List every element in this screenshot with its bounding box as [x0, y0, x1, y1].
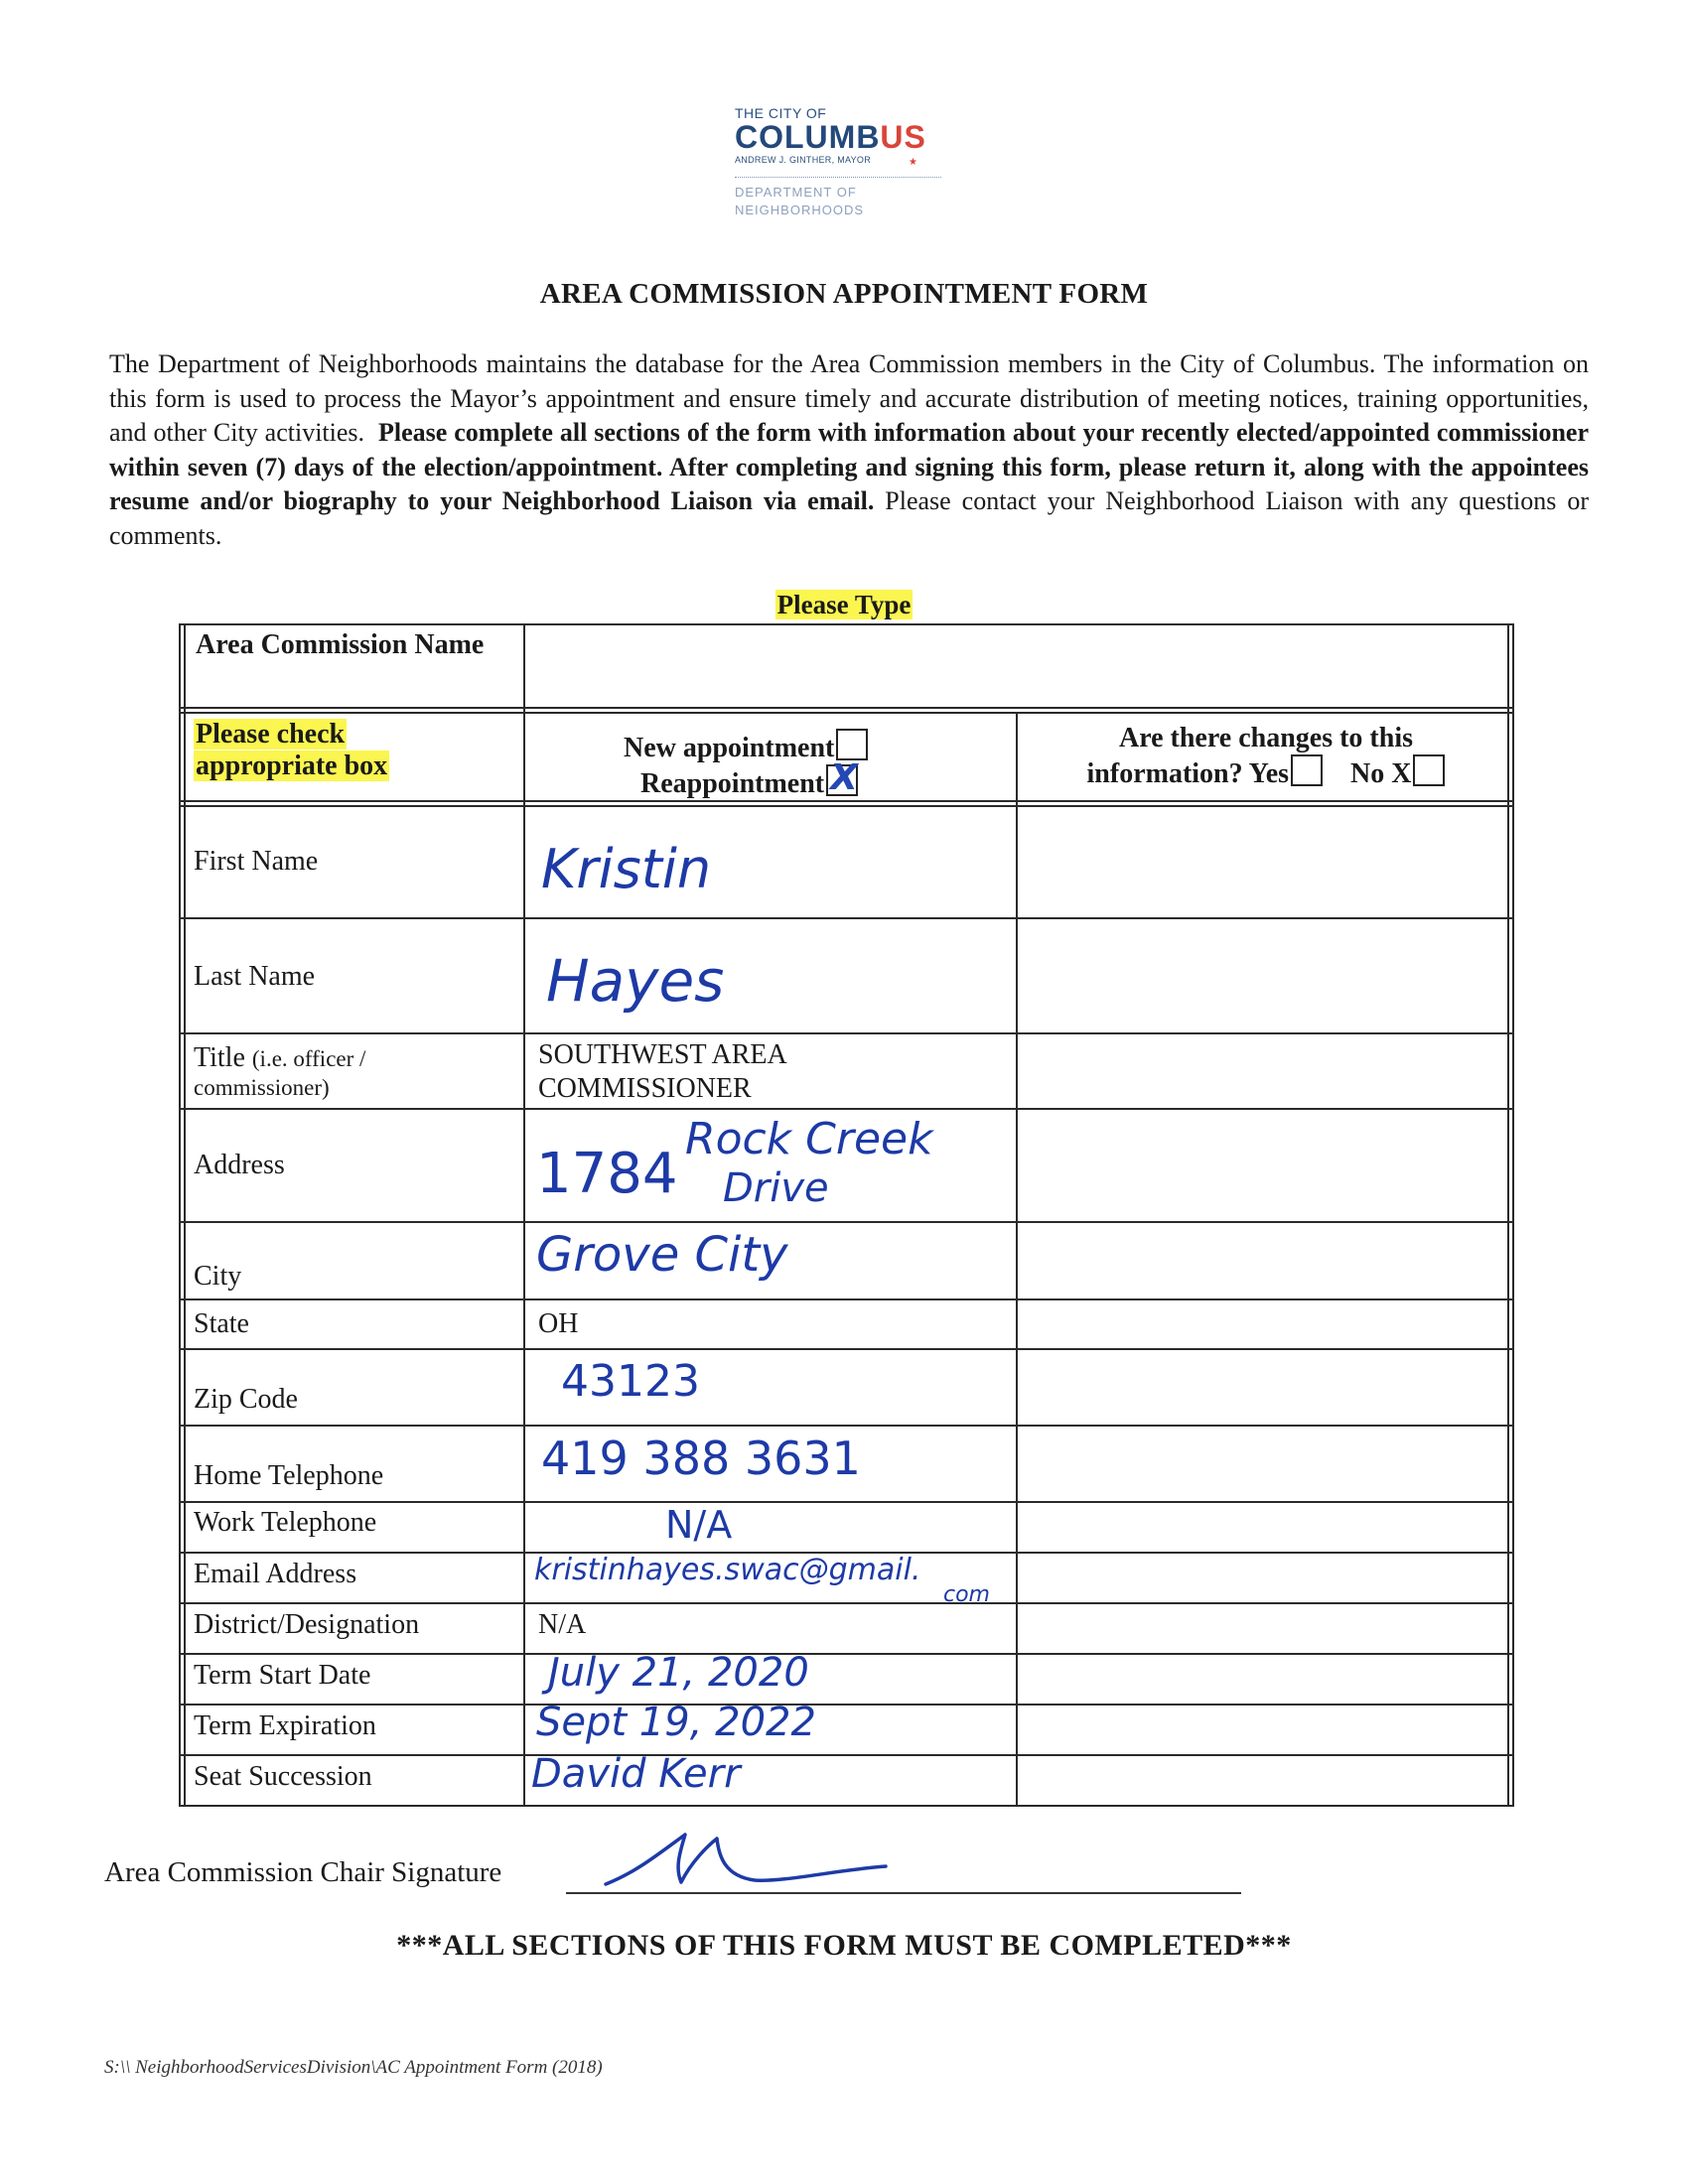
table-col-rule: [1016, 712, 1018, 1807]
table-rule: [179, 1221, 1514, 1223]
term-start-value[interactable]: July 21, 2020: [548, 1650, 809, 1696]
email-value-2: com: [943, 1582, 990, 1607]
district-label: District/Designation: [194, 1609, 420, 1640]
changes-question-line1: Are there changes to this: [1118, 723, 1414, 753]
work-telephone-label: Work Telephone: [194, 1507, 377, 1538]
table-rule: [179, 1298, 1514, 1300]
appointment-table: [179, 623, 1514, 1820]
home-telephone-value[interactable]: 419 388 3631: [541, 1432, 861, 1485]
reappointment-label: Reappointment: [640, 768, 825, 799]
intro-tail: Please contact your Neighborhood Liaison with any questions or comments.: [109, 486, 1590, 550]
term-expiration-label: Term Expiration: [194, 1710, 376, 1741]
file-path: S:\\ NeighborhoodServicesDivision\AC Appointment Form (2018): [104, 2057, 603, 2078]
changes-question-line2: information? Yes: [1086, 758, 1290, 789]
table-border: [179, 623, 181, 1807]
table-rule: [179, 1805, 1514, 1807]
reappointment-option: [640, 757, 858, 800]
signature-mark: [596, 1827, 894, 1896]
table-rule: [179, 805, 1514, 807]
completion-notice: ***ALL SECTIONS OF THIS FORM MUST BE COMPLETED***: [396, 1929, 1292, 1962]
table-rule: [179, 707, 1514, 709]
table-rule: [179, 1032, 1514, 1034]
address-number[interactable]: 1784: [536, 1142, 678, 1206]
title-label-text: Title: [194, 1042, 245, 1073]
last-name-value[interactable]: Hayes: [546, 947, 725, 1015]
title-hint-2: commissioner): [194, 1075, 330, 1100]
check-label-line1: Please check: [196, 719, 346, 750]
email-value[interactable]: kristinhayes.swac@gmail.: [534, 1553, 921, 1587]
table-rule: [179, 1653, 1514, 1655]
zip-value[interactable]: 43123: [561, 1356, 700, 1407]
new-appointment-label: New appointment: [624, 733, 835, 763]
term-expiration-value[interactable]: Sept 19, 2022: [536, 1700, 816, 1745]
new-appointment-checkbox[interactable]: [836, 729, 868, 760]
reappointment-checkbox[interactable]: [826, 757, 858, 798]
table-border: [184, 623, 186, 1807]
table-rule: [179, 800, 1514, 802]
title-value[interactable]: [538, 1038, 787, 1106]
address-street-2[interactable]: Drive: [723, 1165, 829, 1211]
table-border: [1507, 623, 1509, 1807]
table-rule: [179, 1754, 1514, 1756]
table-rule: [179, 1108, 1514, 1110]
logo-us-text: US: [880, 119, 926, 155]
title-label: [194, 1044, 365, 1102]
table-rule: [179, 1425, 1514, 1427]
first-name-value[interactable]: Kristin: [541, 838, 712, 900]
table-border: [1512, 623, 1514, 1807]
state-label: State: [194, 1308, 249, 1339]
form-title: AREA COMMISSION APPOINTMENT FORM: [539, 278, 1149, 310]
address-label: Address: [194, 1150, 285, 1180]
district-value[interactable]: N/A: [538, 1609, 587, 1640]
logo-mayor: ANDREW J. GINTHER, MAYOR: [735, 155, 872, 165]
intro-bold: Please complete all sections of the form with information about your recently elected/appointed commissioner within seven (7) days of the election/appointment. After completing and signing this form, please return it, along with the appointees resume and/or biography to your Neighborhood Liaison via email.: [109, 418, 1590, 515]
title-hint-1: (i.e. officer /: [251, 1046, 366, 1071]
table-rule: [179, 1348, 1514, 1350]
title-value-1: SOUTHWEST AREA: [538, 1039, 787, 1070]
last-name-label: Last Name: [194, 961, 316, 992]
area-commission-name-field[interactable]: [538, 643, 1491, 687]
check-label: [194, 719, 389, 782]
logo-neighborhoods: NEIGHBORHOODS: [735, 203, 865, 217]
email-label: Email Address: [194, 1559, 357, 1589]
state-value[interactable]: OH: [538, 1308, 579, 1339]
logo-department: DEPARTMENT OF: [735, 185, 857, 200]
seat-succession-value[interactable]: David Kerr: [531, 1751, 741, 1797]
logo-city-of: THE CITY OF: [735, 105, 827, 121]
table-col-rule: [523, 623, 525, 1807]
please-type-label: [0, 590, 1688, 620]
address-street-1[interactable]: Rock Creek: [685, 1114, 933, 1164]
first-name-label: First Name: [194, 846, 319, 877]
table-rule: [179, 712, 1514, 714]
term-start-label: Term Start Date: [194, 1660, 371, 1691]
seat-succession-label: Seat Succession: [194, 1761, 372, 1792]
table-border: [179, 623, 1514, 625]
logo-columb-text: COLUMB: [735, 119, 881, 155]
star-icon: ★: [909, 157, 918, 168]
title-value-2: COMMISSIONER: [538, 1073, 752, 1104]
changes-question: [1028, 723, 1504, 790]
table-rule: [179, 1704, 1514, 1706]
please-type-highlight: Please Type: [776, 590, 912, 619]
zip-label: Zip Code: [194, 1384, 298, 1415]
city-label: City: [194, 1261, 242, 1292]
work-telephone-value[interactable]: N/A: [665, 1503, 733, 1547]
check-label-line2: appropriate box: [196, 751, 388, 781]
table-rule: [179, 1501, 1514, 1503]
area-commission-name-label: Area Commission Name: [196, 629, 485, 660]
table-rule: [179, 917, 1514, 919]
changes-yes-checkbox[interactable]: [1291, 754, 1323, 786]
changes-no-label: No X: [1350, 758, 1412, 789]
home-telephone-label: Home Telephone: [194, 1460, 384, 1491]
signature-label: Area Commission Chair Signature: [104, 1856, 502, 1888]
city-value[interactable]: Grove City: [536, 1227, 788, 1283]
intro-paragraph: [109, 347, 1589, 553]
reappointment-check-mark: X: [830, 757, 858, 798]
changes-no-checkbox[interactable]: [1413, 754, 1445, 786]
city-logo: [735, 105, 953, 219]
table-rule: [179, 1602, 1514, 1604]
intro-plain: The Department of Neighborhoods maintains the database for the Area Commission members in the City of Columbus. The information on this form is used to process the Mayor’s appointment and ensure timely and accurate distribution of meeting notices, training opportunities, and other City activities.: [109, 349, 1589, 447]
